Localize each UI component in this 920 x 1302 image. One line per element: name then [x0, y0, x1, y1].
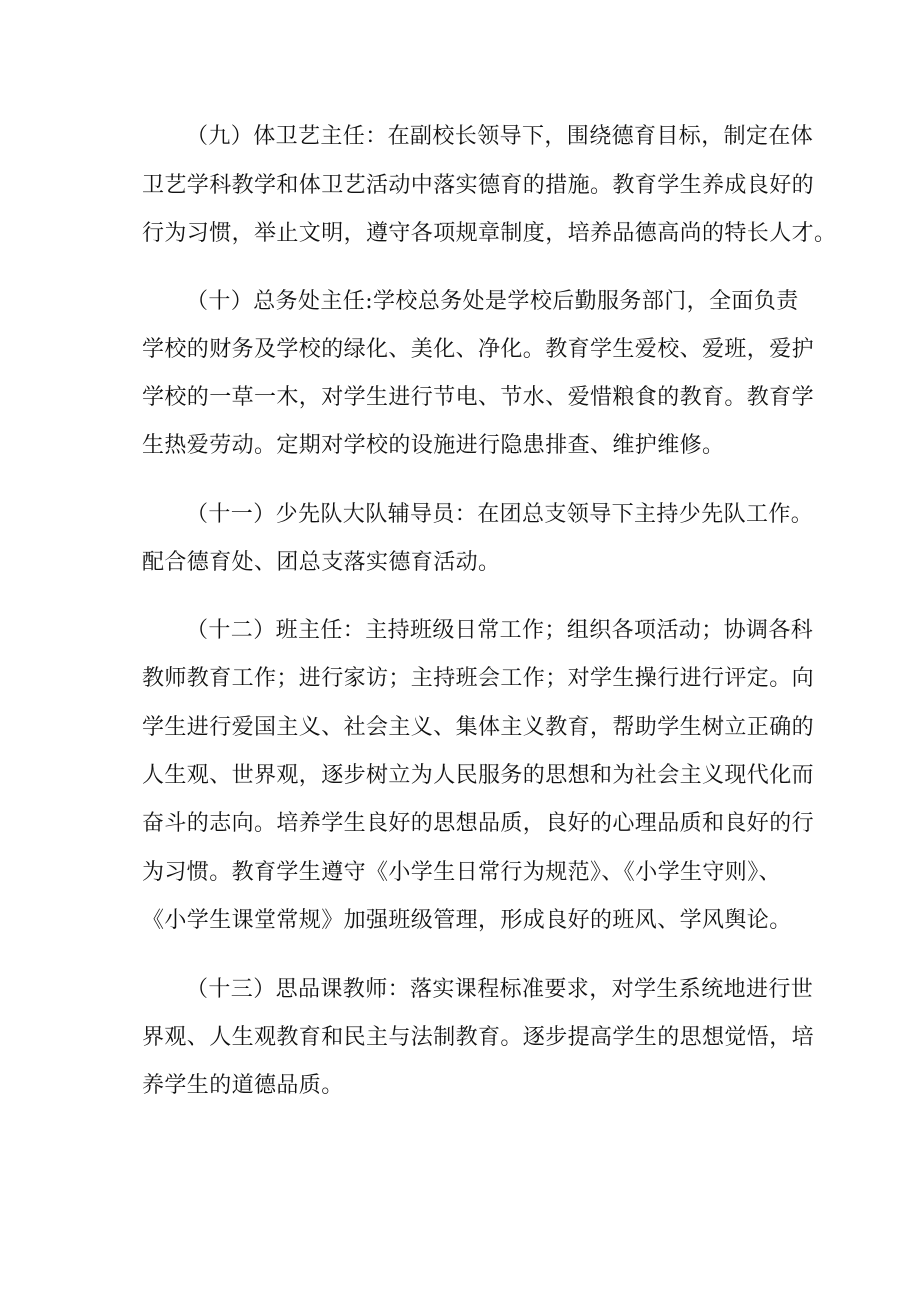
paragraph-4-line-4: 人生观、世界观，逐步树立为人民服务的思想和为社会主义现代化而 [142, 763, 815, 788]
paragraph-4-line-3: 学生进行爱国主义、社会主义、集体主义教育，帮助学生树立正确的 [142, 715, 815, 740]
paragraph-4-line-6: 为习惯。教育学生遵守《小学生日常行为规范》、《小学生守则》、 [142, 860, 782, 885]
paragraph-2-line-1: （十）总务处主任:学校总务处是学校后勤服务部门，全面负责 [186, 289, 799, 314]
paragraph-4-line-1: （十二）班主任：主持班级日常工作；组织各项活动；协调各科 [186, 618, 814, 643]
paragraph-5-line-1: （十三）思品课教师：落实课程标准要求，对学生系统地进行世 [186, 977, 814, 1002]
paragraph-4-line-7: 《小学生课堂常规》加强班级管理，形成良好的班风、学风舆论。 [142, 908, 792, 933]
paragraph-4-line-5: 奋斗的志向。培养学生良好的思想品质，良好的心理品质和良好的行 [142, 811, 815, 836]
paragraph-1-line-3: 行为习惯，举止文明，遵守各项规章制度，培养品德高尚的特长人才。 [142, 221, 837, 246]
paragraph-5-line-2: 界观、人生观教育和民主与法制教育。逐步提高学生的思想觉悟，培 [142, 1025, 815, 1050]
paragraph-5-line-3: 养学生的道德品质。 [142, 1073, 344, 1098]
paragraph-3-line-1: （十一）少先队大队辅导员：在团总支领导下主持少先队工作。 [186, 502, 814, 527]
paragraph-2-line-4: 生热爱劳动。定期对学校的设施进行隐患排查、维护维修。 [142, 433, 725, 458]
paragraph-4-line-2: 教师教育工作；进行家访；主持班会工作；对学生操行进行评定。向 [142, 666, 815, 691]
paragraph-2-line-2: 学校的财务及学校的绿化、美化、净化。教育学生爱校、爱班，爱护 [142, 337, 815, 362]
paragraph-3-line-2: 配合德育处、团总支落实德育活动。 [142, 550, 501, 575]
paragraph-1-line-2: 卫艺学科教学和体卫艺活动中落实德育的措施。教育学生养成良好的 [142, 173, 815, 198]
paragraph-1-line-1: （九）体卫艺主任：在副校长领导下，围绕德育目标，制定在体 [186, 124, 814, 149]
paragraph-2-line-3: 学校的一草一木，对学生进行节电、节水、爱惜粮食的教育。教育学 [142, 385, 815, 410]
